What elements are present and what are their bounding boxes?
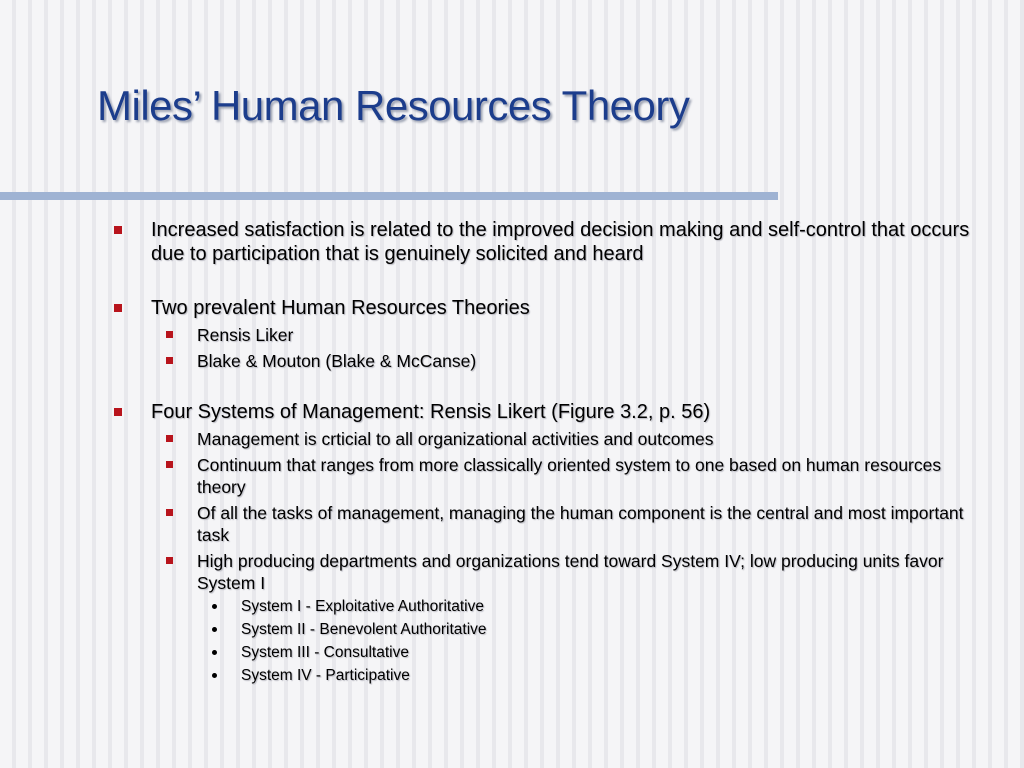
- bullet-item: [113, 296, 993, 320]
- sub-bullet-text: Rensis Liker: [197, 325, 294, 345]
- sub-bullet-text: High producing departments and organizations tend toward System IV; low producing units favor System I: [197, 551, 944, 593]
- square-bullet-icon: [114, 226, 122, 234]
- sub-bullet-item: [113, 550, 993, 594]
- round-bullet-icon: [212, 604, 217, 609]
- sub-bullet-text: Continuum that ranges from more classically oriented system to one based on human resources theory: [197, 455, 942, 497]
- bullet-text: Increased satisfaction is related to the improved decision making and self-control that occurs due to participation that is genuinely solicited and heard: [151, 219, 970, 265]
- sub-bullet-item: [113, 350, 993, 372]
- round-bullet-icon: [212, 673, 217, 678]
- spacer: [113, 372, 993, 400]
- sub-sub-bullet-text: System III - Consultative: [241, 644, 409, 661]
- square-bullet-icon: [166, 331, 173, 338]
- sub-sub-bullet-text: System IV - Participative: [241, 667, 410, 684]
- square-bullet-icon: [166, 557, 173, 564]
- sub-bullet-text: Blake & Mouton (Blake & McCanse): [197, 351, 477, 371]
- square-bullet-icon: [114, 304, 122, 312]
- title-divider: [0, 192, 778, 200]
- sub-bullet-text: Management is crticial to all organizational activities and outcomes: [197, 429, 714, 449]
- square-bullet-icon: [114, 408, 122, 416]
- square-bullet-icon: [166, 509, 173, 516]
- bullet-item: [113, 218, 993, 266]
- sub-bullet-item: [113, 454, 993, 498]
- bullet-text: Four Systems of Management: Rensis Likert (Figure 3.2, p. 56): [151, 401, 711, 423]
- sub-sub-bullet-text: System I - Exploitative Authoritative: [241, 598, 484, 615]
- square-bullet-icon: [166, 435, 173, 442]
- spacer: [113, 266, 993, 296]
- sub-sub-bullet-item: [113, 620, 993, 640]
- round-bullet-icon: [212, 650, 217, 655]
- sub-bullet-item: [113, 502, 993, 546]
- sub-sub-bullet-item: [113, 666, 993, 686]
- sub-sub-bullet-text: System II - Benevolent Authoritative: [241, 621, 487, 638]
- slide-title: Miles’ Human Resources Theory: [97, 82, 690, 129]
- square-bullet-icon: [166, 357, 173, 364]
- sub-sub-bullet-item: [113, 643, 993, 663]
- sub-bullet-text: Of all the tasks of management, managing the human component is the central and most important task: [197, 503, 964, 545]
- bullet-item: [113, 400, 993, 424]
- sub-bullet-item: [113, 324, 993, 346]
- round-bullet-icon: [212, 627, 217, 632]
- bullet-list: [113, 218, 993, 686]
- square-bullet-icon: [166, 461, 173, 468]
- bullet-text: Two prevalent Human Resources Theories: [151, 297, 530, 319]
- sub-bullet-item: [113, 428, 993, 450]
- sub-sub-bullet-item: [113, 597, 993, 617]
